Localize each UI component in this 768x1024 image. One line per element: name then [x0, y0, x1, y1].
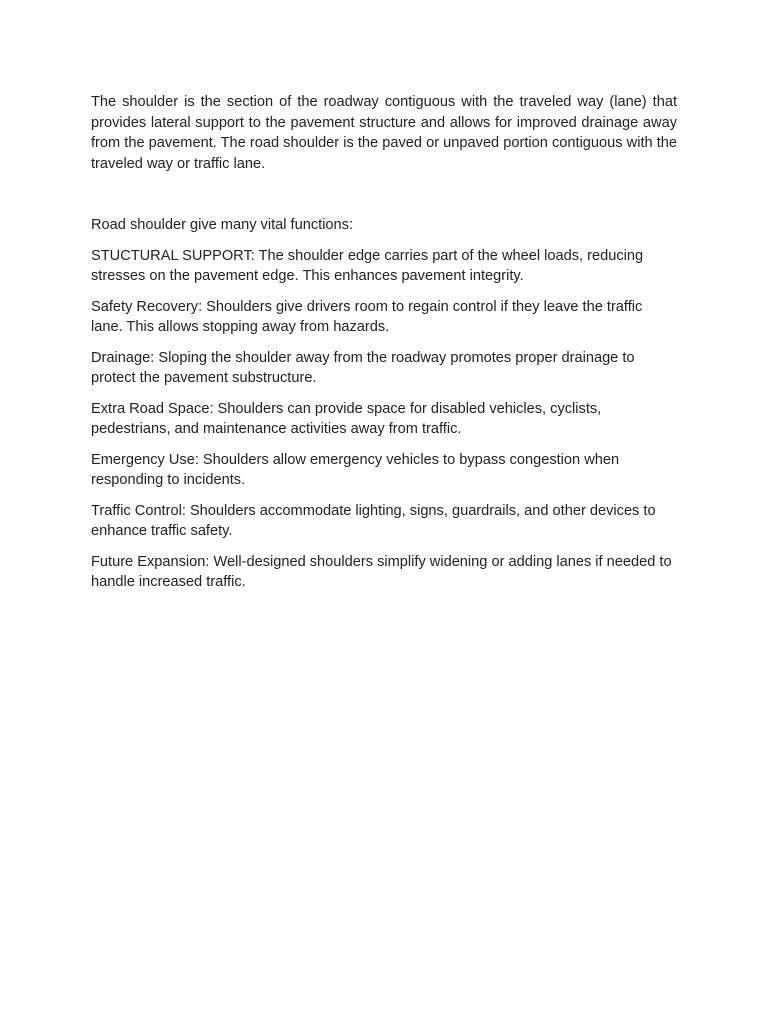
function-traffic-control: Traffic Control: Shoulders accommodate lighting, signs, guardrails, and other devices to enhance traffic safety. [91, 502, 656, 539]
function-drainage: Drainage: Sloping the shoulder away from the roadway promotes proper drainage to protect the pavement substructure. [91, 349, 635, 386]
functions-lead-paragraph: Road shoulder give many vital functions: [91, 217, 354, 233]
document-body [91, 92, 677, 593]
intro-paragraph: The shoulder is the section of the roadway contiguous with the traveled way (lane) that provides lateral support to the pavement structure and allows for improved drainage away from the pavement. The road shoulder is the paved or unpaved portion contiguous with the traveled way or traffic lane. [91, 94, 677, 172]
function-safety-recovery: Safety Recovery: Shoulders give drivers room to regain control if they leave the traffic lane. This allows stopping away from hazards. [91, 298, 643, 335]
function-future-expansion: Future Expansion: Well-designed shoulders simplify widening or adding lanes if needed to handle increased traffic. [91, 553, 672, 590]
function-extra-road-space: Extra Road Space: Shoulders can provide space for disabled vehicles, cyclists, pedestrians, and maintenance activities away from traffic. [91, 400, 602, 437]
function-structural-support: STUCTURAL SUPPORT: The shoulder edge carries part of the wheel loads, reducing stresses on the pavement edge. This enhances pavement integrity. [91, 247, 644, 284]
function-emergency-use: Emergency Use: Shoulders allow emergency vehicles to bypass congestion when responding to incidents. [91, 451, 620, 488]
